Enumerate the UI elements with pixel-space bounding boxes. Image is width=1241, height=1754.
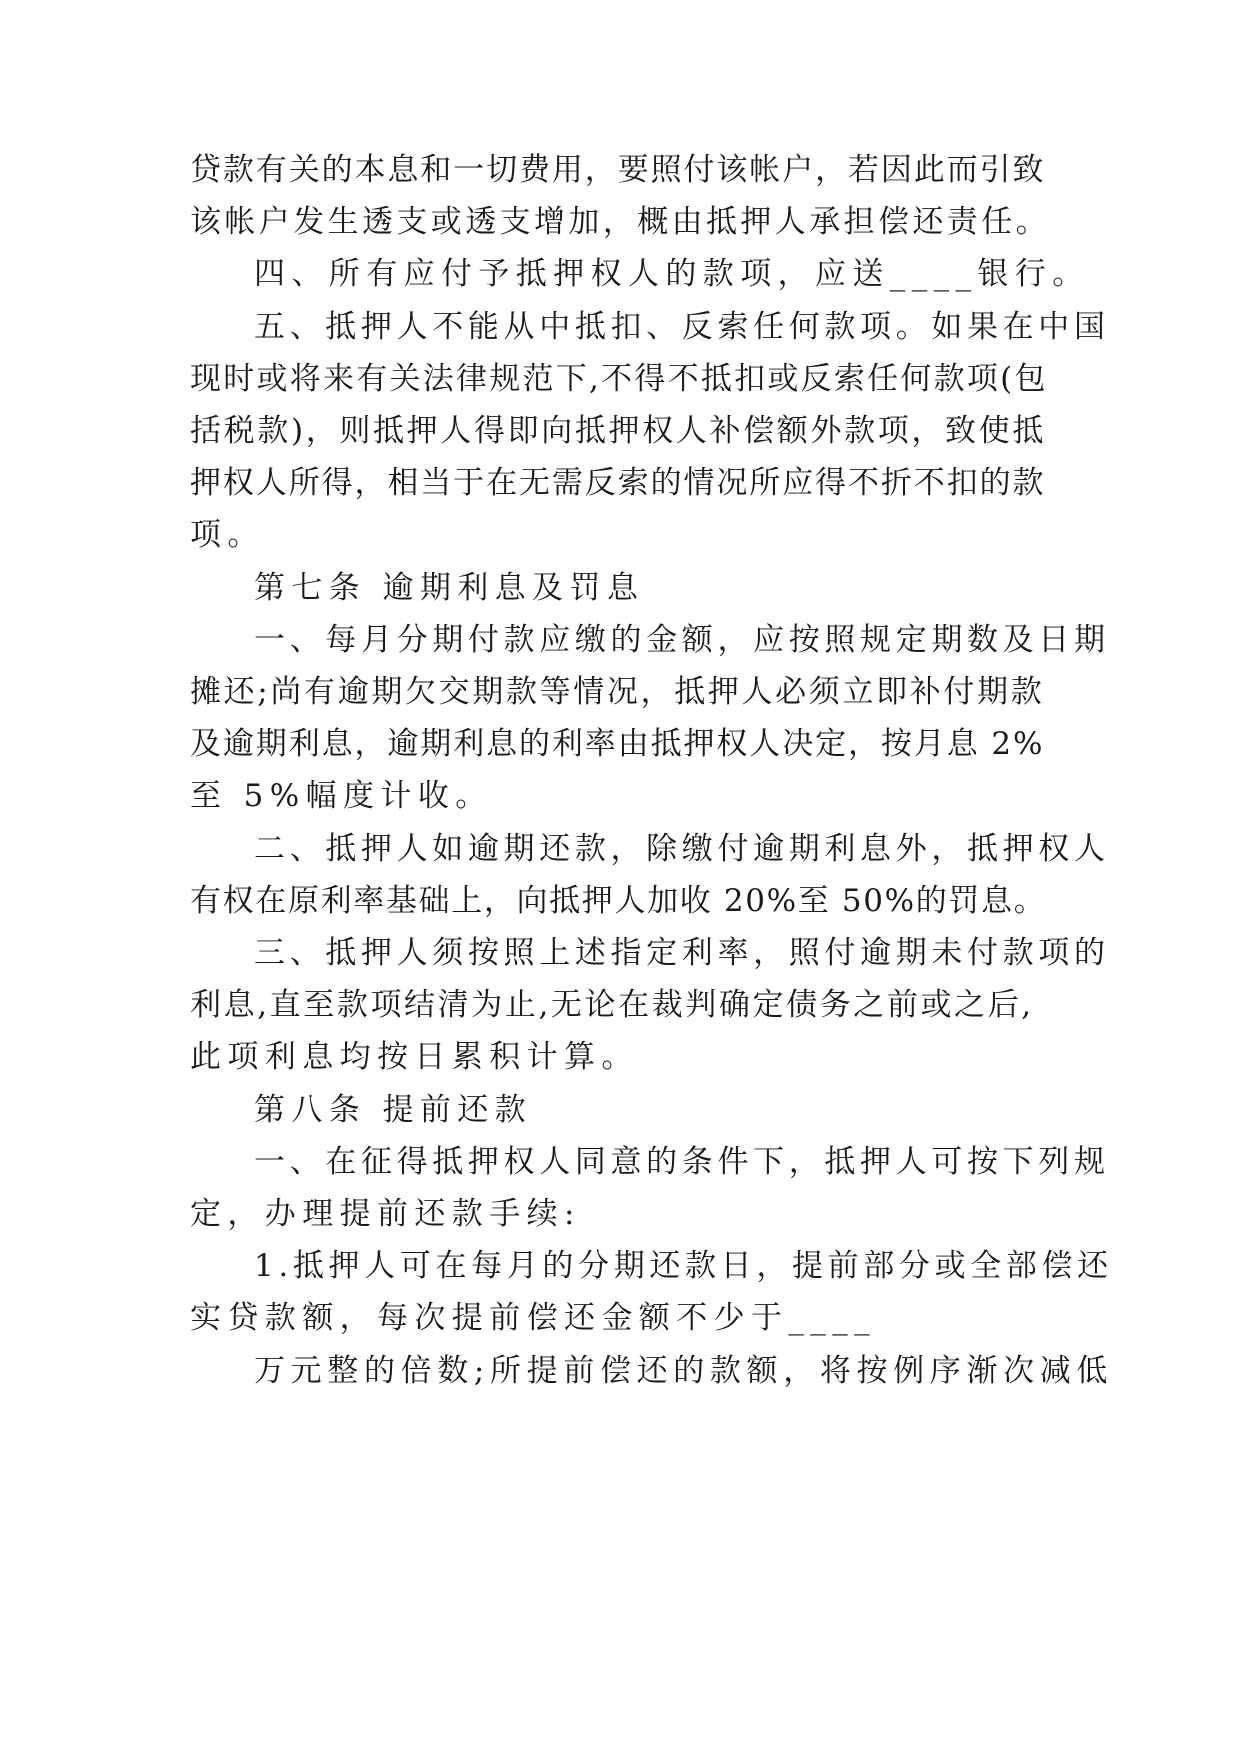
paragraph-line: 有权在原利率基础上，向抵押人加收 20%至 50%的罚息。 [190,883,1047,919]
paragraph-line: 利息,直至款项结清为止,无论在裁判确定债务之前或之后, [190,987,1034,1023]
paragraph-line: 一、在征得抵押权人同意的条件下，抵押人可按下列规 [254,1144,1110,1180]
article-seven-heading: 第七条 逾期利息及罚息 [254,570,645,606]
clause-five-line: 五、抵押人不能从中抵扣、反索任何款项。如果在中国 [254,309,1110,345]
paragraph-line: 现时或将来有关法律规范下,不得不抵扣或反索任何款项(包 [190,361,1048,397]
paragraph-line: 二、抵押人如逾期还款，除缴付逾期利息外，抵押权人 [254,831,1110,867]
article-eight-heading: 第八条 提前还款 [254,1092,533,1128]
clause-four-line: 四、所有应付予抵押权人的款项，应送____银行。 [254,256,1090,292]
paragraph-line: 该帐户发生透支或透支增加，概由抵押人承担偿还责任。 [190,204,1050,240]
paragraph-line: 实贷款额，每次提前偿还金额不少于____ [190,1300,876,1336]
paragraph-line: 1.抵押人可在每月的分期还款日，提前部分或全部偿还 [254,1248,1113,1284]
paragraph-line: 万元整的倍数;所提前偿还的款额，将按例序渐次减低 [254,1353,1114,1389]
paragraph-line: 定，办理提前还款手续: [190,1196,581,1232]
paragraph-line: 一、每月分期付款应缴的金额，应按照规定期数及日期 [254,622,1110,658]
paragraph-line: 括税款)，则抵押人得即向抵押权人补偿额外款项，致使抵 [190,413,1046,449]
paragraph-line: 及逾期利息，逾期利息的利率由抵押权人决定，按月息 2% [190,726,1045,762]
paragraph-line: 三、抵押人须按照上述指定利率，照付逾期未付款项的 [254,935,1110,971]
paragraph-line: 贷款有关的本息和一切费用，要照付该帐户，若因此而引致 [190,152,1046,188]
paragraph-line: 至 5%幅度计收。 [190,778,493,814]
paragraph-line: 押权人所得，相当于在无需反索的情况所应得不折不扣的款 [190,465,1046,501]
paragraph-line: 摊还;尚有逾期欠交期款等情况，抵押人必须立即补付期款 [190,674,1045,710]
paragraph-line: 此项利息均按日累积计算。 [190,1039,639,1075]
paragraph-line: 项。 [190,517,265,553]
